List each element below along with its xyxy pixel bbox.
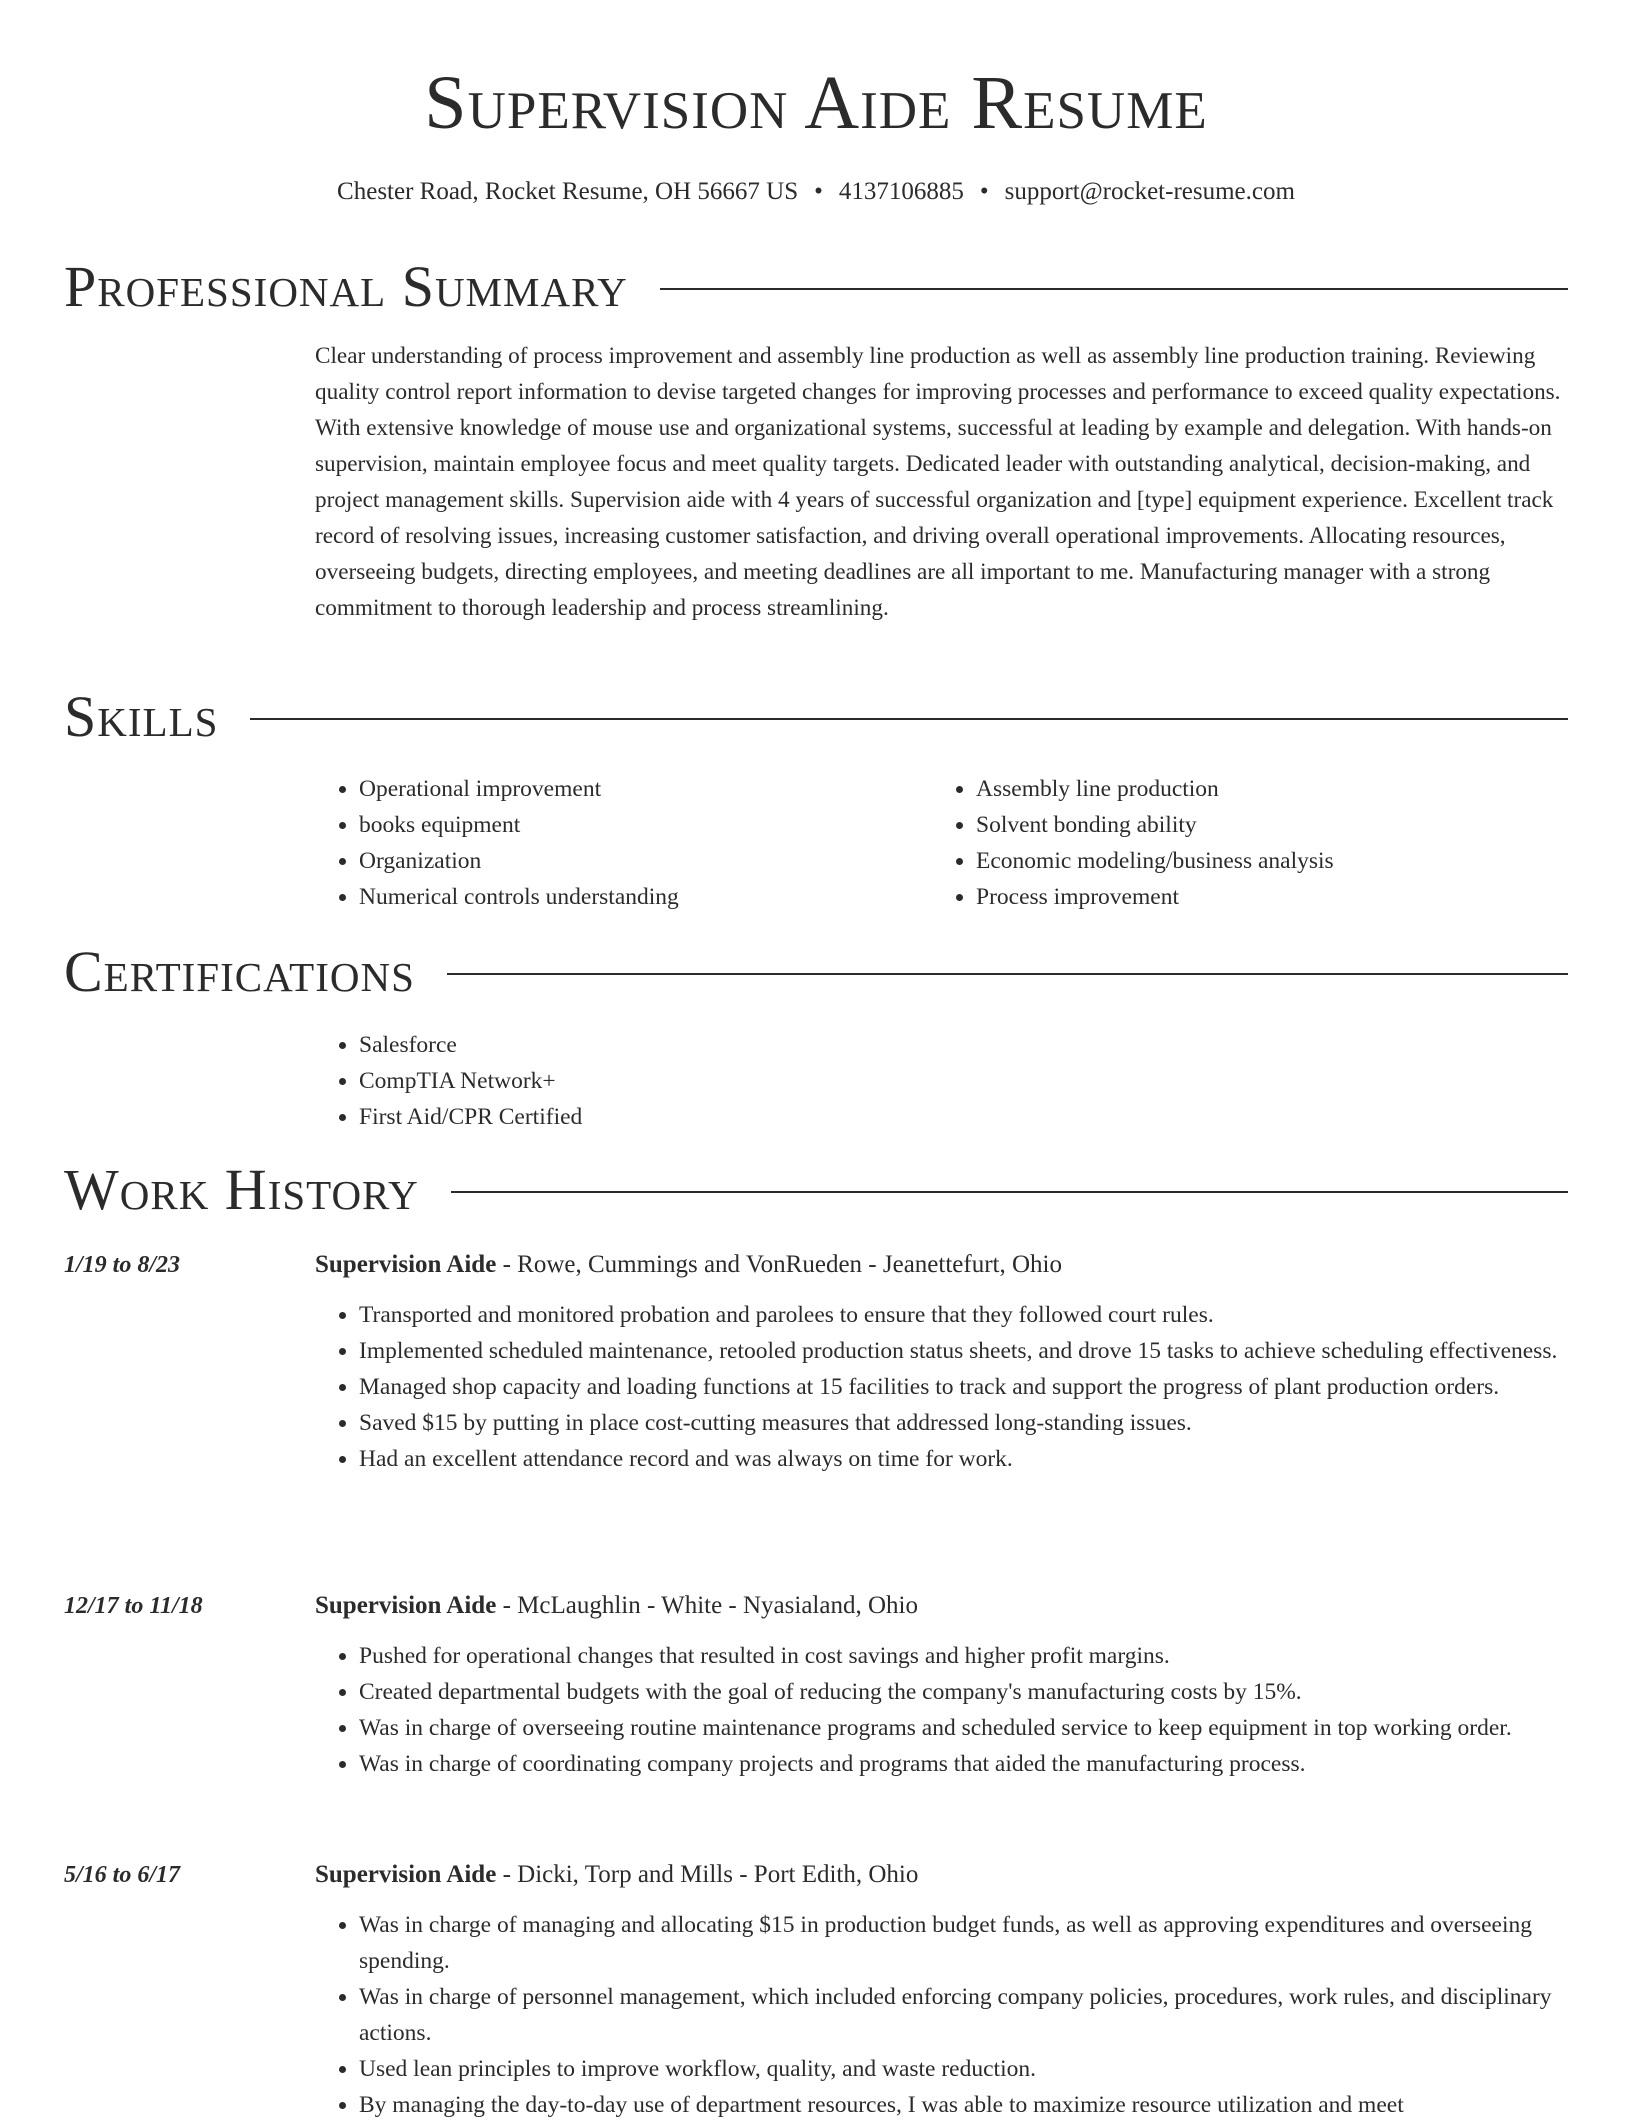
certifications-heading: Certifications	[64, 939, 415, 1004]
job-duty-item: • Had an excellent attendance record and was always on time for work.	[359, 1441, 1568, 1477]
job-duty-item: • Used lean principles to improve workflow, quality, and waste reduction.	[359, 2051, 1568, 2087]
job-duty-item: • Implemented scheduled maintenance, retooled production status sheets, and drove 15 tasks to achieve scheduling effectiveness.	[359, 1333, 1568, 1369]
contact-phone: 4137106885	[838, 178, 964, 205]
skills-heading: Skills	[64, 684, 219, 749]
summary-heading: Professional Summary	[64, 254, 628, 319]
page-title: Supervision Aide Resume	[424, 61, 1208, 145]
section-divider	[451, 1191, 1568, 1193]
work-history-section-header	[64, 1155, 1568, 1225]
skills-section-header	[64, 682, 1568, 752]
job-employer: - Rowe, Cummings and VonRueden - Jeanettefurt, Ohio	[496, 1251, 1062, 1278]
summary-text: Clear understanding of process improvement and assembly line production as well as assembly line production training. Reviewing quality control report information to devise targeted changes for improving processes and performance to exceed quality expectations. With extensive knowledge of mouse use and organizational systems, successful at leading by example and delegation. With hands-on supervision, maintain employee focus and meet quality targets. Dedicated leader with outstanding analytical, decision-making, and project management skills. Supervision aide with 4 years of successful organization and [type] equipment experience. Excellent track record of resolving issues, increasing customer satisfaction, and driving overall operational improvements. Allocating resources, overseeing budgets, directing employees, and meeting deadlines are all important to me. Manufacturing manager with a strong commitment to thorough leadership and process streamlining.	[315, 343, 1561, 621]
job-title-line	[315, 1247, 1568, 1283]
certification-item: • Salesforce	[359, 1027, 1215, 1063]
work-history-heading: Work History	[64, 1157, 419, 1222]
certification-item: • First Aid/CPR Certified	[359, 1099, 1215, 1135]
job-title-line	[315, 1588, 1568, 1624]
skill-item: • Process improvement	[976, 879, 1572, 915]
job-role: Supervision Aide	[315, 1251, 497, 1278]
job-duty-item: • Created departmental budgets with the goal of reducing the company's manufacturing costs by 15%.	[359, 1674, 1568, 1710]
job-duty-item: • Managed shop capacity and loading functions at 15 facilities to track and support the progress of plant production orders.	[359, 1369, 1568, 1405]
section-divider	[447, 973, 1568, 975]
job-duty-item: • Pushed for operational changes that resulted in cost savings and higher profit margins.	[359, 1638, 1568, 1674]
contact-separator: •	[814, 178, 823, 205]
job-duty-item: • Saved $15 by putting in place cost-cutting measures that addressed long-standing issues.	[359, 1405, 1568, 1441]
contact-separator: •	[979, 178, 989, 205]
job-dates: 5/16 to 6/17	[64, 1862, 181, 1888]
job-dates: 1/19 to 8/23	[64, 1252, 181, 1278]
job-role: Supervision Aide	[315, 1592, 497, 1619]
job-role: Supervision Aide	[315, 1861, 497, 1888]
skill-item: • Operational improvement	[359, 771, 915, 807]
job-dates: 12/17 to 11/18	[64, 1593, 203, 1619]
skill-item: • Economic modeling/business analysis	[976, 843, 1572, 879]
skill-item: • books equipment	[359, 807, 915, 843]
job-title-line	[315, 1857, 1568, 1893]
section-divider	[250, 718, 1568, 720]
contact-line	[0, 174, 1632, 210]
job-duties	[315, 1907, 1568, 2123]
contact-address: Chester Road, Rocket Resume, OH 56667 US	[337, 178, 799, 205]
job-employer: - McLaughlin - White - Nyasialand, Ohio	[496, 1592, 918, 1619]
job-duty-item: • Was in charge of personnel management, which included enforcing company policies, procedures, work rules, and disciplinary actions.	[359, 1979, 1568, 2051]
skills-list-left	[315, 771, 915, 915]
certification-item: • CompTIA Network+	[359, 1063, 1215, 1099]
skills-list-right	[932, 771, 1572, 915]
skill-item: • Organization	[359, 843, 915, 879]
job-employer: - Dicki, Torp and Mills - Port Edith, Ohio	[496, 1861, 919, 1888]
certifications-section-header	[64, 937, 1568, 1007]
job-duty-item: • By managing the day-to-day use of department resources, I was able to maximize resource utilization and meet	[359, 2087, 1568, 2123]
skill-item: • Numerical controls understanding	[359, 879, 915, 915]
contact-email[interactable]: support@rocket-resume.com	[1004, 178, 1295, 205]
job-duties	[315, 1297, 1568, 1477]
skill-item: • Solvent bonding ability	[976, 807, 1572, 843]
job-duty-item: • Transported and monitored probation and parolees to ensure that they followed court rules.	[359, 1297, 1568, 1333]
summary-section-header	[64, 252, 1568, 322]
skill-item: • Assembly line production	[976, 771, 1572, 807]
section-divider	[660, 288, 1568, 290]
job-duty-item: • Was in charge of coordinating company projects and programs that aided the manufacturing process.	[359, 1746, 1568, 1782]
certifications-list	[315, 1027, 1215, 1135]
job-duty-item: • Was in charge of overseeing routine maintenance programs and scheduled service to keep equipment in top working order.	[359, 1710, 1568, 1746]
job-duties	[315, 1638, 1568, 1782]
job-duty-item: • Was in charge of managing and allocating $15 in production budget funds, as well as approving expenditures and overseeing spending.	[359, 1907, 1568, 1979]
